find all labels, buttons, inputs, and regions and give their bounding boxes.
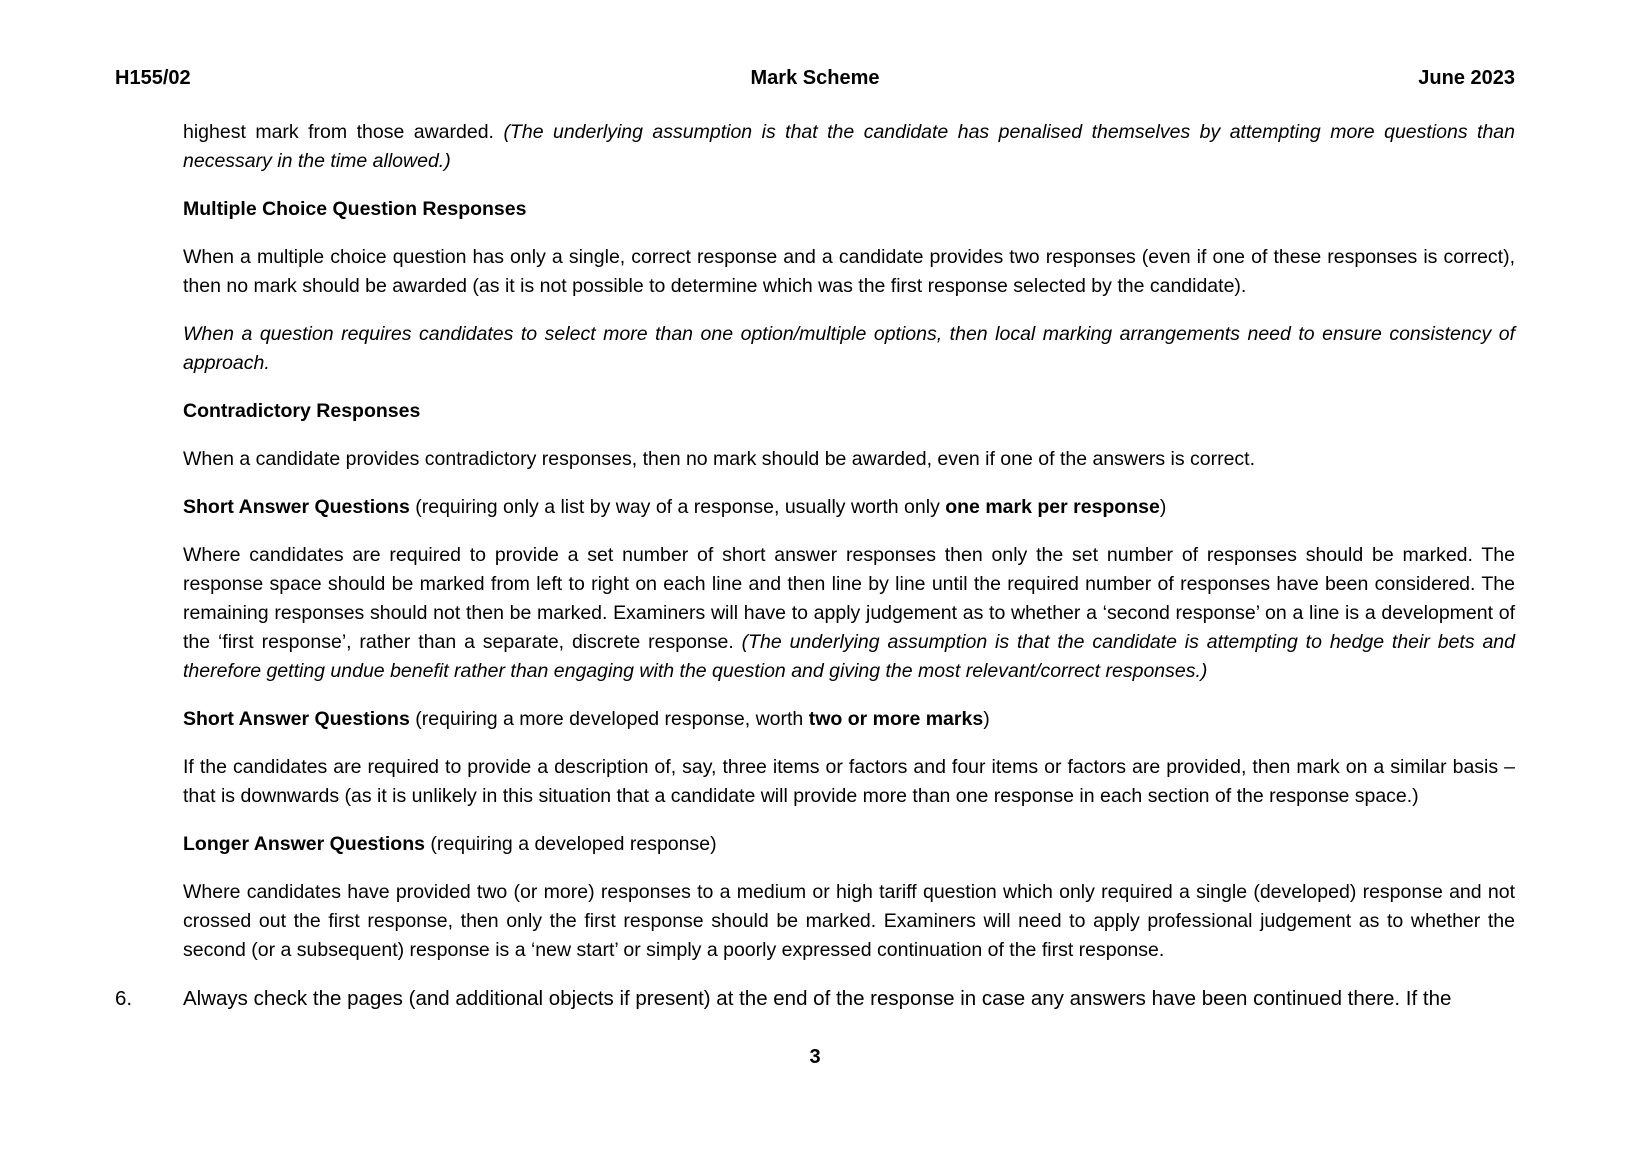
- document-body: [183, 118, 1515, 965]
- text-segment: (requiring a developed response): [424, 833, 717, 855]
- text-segment: (The underlying assumption is that the candidate is attempting to hedge their bets and therefore getting undue benefit rather than engaging with the question and giving the most relevant/correct responses.): [183, 631, 1515, 682]
- body-paragraph: [183, 445, 1515, 474]
- text-segment: (requiring a more developed response, worth: [409, 708, 809, 730]
- body-paragraph: [183, 753, 1515, 811]
- text-segment: one mark per response: [945, 496, 1160, 518]
- body-paragraph: [183, 320, 1515, 378]
- body-paragraph: [183, 243, 1515, 301]
- body-paragraph: [183, 493, 1515, 522]
- text-segment: ): [983, 708, 990, 730]
- text-segment: Where candidates are required to provide a set number of short answer responses then only the set number of responses should be marked. The response space should be marked from left to right on each line and then line by line until the required number of responses have been considered. The remaining responses should not then be marked. Examiners will have to apply judgement as to whether a ‘second response’ on a line is a development of the ‘first response’, rather than a separate, discrete response.: [183, 544, 1515, 653]
- text-segment: two or more marks: [808, 708, 984, 730]
- text-segment: If the candidates are required to provide a description of, say, three items or factors and four items or factors are provided, then mark on a similar basis – that is downwards (as it is unlikely in this situation that a candidate will provide more than one response in each section of the response space.): [183, 756, 1515, 807]
- text-segment: Multiple Choice Question Responses: [183, 198, 527, 220]
- section-heading: [183, 397, 1515, 426]
- text-segment: highest mark from those awarded.: [183, 121, 504, 143]
- text-segment: Short Answer Questions: [183, 496, 410, 518]
- numbered-item-6: [115, 984, 1515, 1013]
- page-header: [115, 66, 1515, 90]
- body-paragraph: [183, 878, 1515, 965]
- text-segment: (The underlying assumption is that the candidate has penalised themselves by attempting more questions than necessary in the time allowed.): [183, 121, 1515, 172]
- text-segment: Longer Answer Questions: [183, 833, 425, 855]
- text-segment: (requiring only a list by way of a response, usually worth only: [409, 496, 946, 518]
- text-segment: Short Answer Questions: [183, 708, 410, 730]
- body-paragraph: [183, 541, 1515, 686]
- header-date: June 2023: [1418, 67, 1515, 89]
- text-segment: When a candidate provides contradictory responses, then no mark should be awarded, even if one of the answers is correct.: [183, 448, 1256, 470]
- body-paragraph: [183, 118, 1515, 176]
- body-paragraph: [183, 705, 1515, 734]
- header-title: Mark Scheme: [750, 67, 880, 89]
- section-heading: [183, 830, 1515, 859]
- item-number: 6.: [115, 987, 133, 1010]
- header-document-code: H155/02: [115, 67, 191, 89]
- page-number: 3: [809, 1046, 821, 1068]
- text-segment: Contradictory Responses: [183, 400, 421, 422]
- section-heading: [183, 195, 1515, 224]
- item-text: Always check the pages (and additional objects if present) at the end of the response in case any answers have been continued there. If the: [183, 987, 1452, 1010]
- text-segment: When a multiple choice question has only a single, correct response and a candidate provides two responses (even if one of these responses is correct), then no mark should be awarded (as it is not possible to determine which was the first response selected by the candidate).: [183, 246, 1515, 297]
- text-segment: Where candidates have provided two (or more) responses to a medium or high tariff question which only required a single (developed) response and not crossed out the first response, then only the first response should be marked. Examiners will need to apply professional judgement as to whether the second (or a subsequent) response is a ‘new start’ or simply a poorly expressed continuation of the first response.: [183, 881, 1515, 961]
- text-segment: ): [1159, 496, 1167, 518]
- text-segment: When a question requires candidates to select more than one option/multiple options, then local marking arrangements need to ensure consistency of approach.: [183, 323, 1515, 374]
